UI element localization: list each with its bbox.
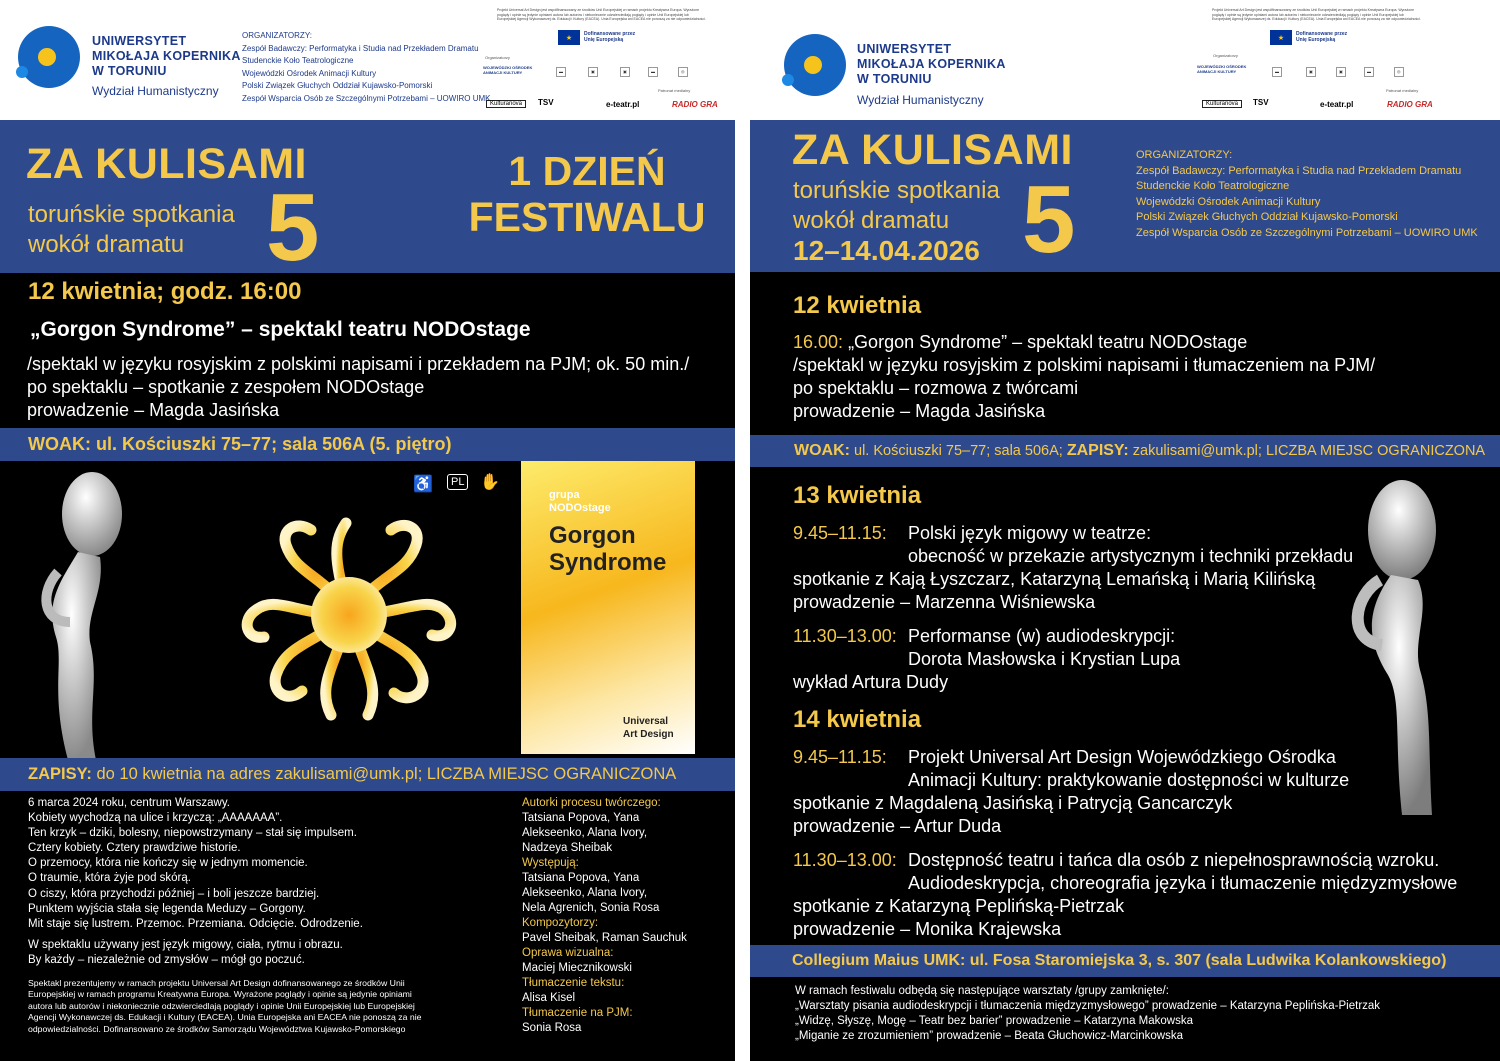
university-name: UNIWERSYTET MIKOŁAJA KOPERNIKA W TORUNIU [857,42,1006,86]
day3-heading: 14 kwietnia [793,706,922,733]
gorgon-syndrome-poster-card [521,461,695,754]
poster-gap [735,0,750,1061]
funding-disclaimer: Spektakl prezentujemy w ramach projektu Universal Art Design dofinansowanego ze środków Unii Europejskiej w ramach programu Kreatywna Europa. Wyrażone poglądy i opinie są jedynie opiniami autora lub autorów i niekoniecznie odzwierciedlają poglądy i opinie Unii Europejskiej lub Europejskiej Agencji Wykonawczej ds. Edukacji i Kultury (EACEA). Unia Europejska ani EACEA nie ponoszą za nie odpowiedzialności. Dofinansowano ze środków Samorządu Województwa Kujawsko-Pomorskiego [28,978,422,1034]
partners-label: Organizatorzy [1213,53,1238,58]
credits: Autorki procesu twórczego: Tatsiana Popova, Yana Alekseenko, Alana Ivory, Nadzeya Sheibak Występują: Tatsiana Popova, Yana Alekseenko, Alana Ivory, Nela Agrenich, Sonia Rosa Kompozytorzy: Pavel Sheibak, Raman Sauchuk Oprawa wizualna: Maciej Miecznikowski Tłumaczenie tekstu: Alisa Kisel Tłumaczenie na PJM: Sonia Rosa [522,797,687,1034]
sponsor-kulturanova: Kulturanova [1202,100,1242,108]
partner-logo-3: ▣ [1336,67,1346,77]
day2-session2-title: Performanse (w) audiodeskrypcji: Dorota Masłowska i Krystian Lupa [908,626,1181,669]
festival-day-label: 1 DZIEŃ FESTIWALU [468,148,706,240]
logo-blue-dot [16,66,28,78]
sponsor-tsv: TSV [538,98,554,107]
sponsor-tsv: TSV [1253,98,1269,107]
sponsor-eteatr: e-teatr.pl [1320,100,1354,109]
day3-session2-title: Dostępność teatru i tańca dla osób z niepełnosprawnością wzroku. Audiodeskrypcja, choreografia języka i tłumaczenie międzyzmysłowe [908,850,1458,893]
workshops-list: W ramach festiwalu odbędą się następujące warsztaty /grupy zamknięte/: „Warsztaty pisania audiodeskrypcji i tłumaczenia międzyzmysłowego” prowadzenie – Katarzyna Peplińska-Pietrzak „Widzę, Słyszę, Mogę – Teatr bez barier” prowadzenie – Katarzyna Makowska „Miganie ze zrozumieniem” prowadzenie – Beata Głuchowicz-Marcinkowska [795,985,1381,1042]
partner-logo-4: ▬ [648,67,658,77]
header-left [0,0,735,120]
partner-logo-1: ▬ [556,67,566,77]
day3-session1-speakers: spotkanie z Magdaleną Jasińską i Patrycją Gancarczyk [793,793,1233,813]
day3-session2-time: 11.30–13.00: [793,850,897,870]
eu-flag-icon: ★ [558,30,580,45]
header-right [750,0,1500,120]
show-description: 6 marca 2024 roku, centrum Warszawy. Kobiety wychodzą na ulice i krzyczą: „AAAAAAA”. Ten krzyk – dziki, bolesny, niepowstrzymany – stał się impulsem. Cztery kobiety. Cztery prawdziwe historie. O przemocy, która nie kończy się w jednym momencie. O traumie, która żyje pod skórą. O ciszy, która przychodzi później – i boli jeszcze bardziej. Punktem wyjścia stała się legenda Meduzy – Gorgony. Mit staje się lustrem. Przemoc. Przemiana. Odcięcie. Odrodzenie. [28,797,363,930]
festival-title: ZA KULISAMI [792,126,1073,174]
white-figure-sculpture [1336,470,1466,815]
sign-language-icon: ✋ [480,474,500,491]
sponsor-radio-gra: RADIO GRA [1387,100,1433,109]
venue-text: WOAK: ul. Kościuszki 75–77; sala 506A (5. piętro) [28,434,452,454]
partner-logo-5: ◎ [678,67,688,77]
card-uad-label: Universal Art Design [623,716,674,740]
signup-text: ZAPISY: do 10 kwietnia na adres zakulisami@umk.pl; LICZBA MIEJSC OGRANICZONA [28,765,677,783]
university-name: UNIWERSYTET MIKOŁAJA KOPERNIKA W TORUNIU [92,34,241,78]
subtitles-icon: PL [447,474,468,490]
day2-session1-host: prowadzenie – Marzenna Wiśniewska [793,592,1096,612]
partner-logo-2: ▣ [588,67,598,77]
day3-session1-title: Projekt Universal Art Design Wojewódzkiego Ośrodka Animacji Kultury: praktykowanie dostępności w kulturze [908,747,1350,790]
eu-funding: Dofinansowane przez Unię Europejską [1296,31,1348,43]
logo-yellow-dot [38,48,56,66]
day2-session1-time: 9.45–11.15: [793,523,887,543]
day2-session2-speaker: wykład Artura Dudy [793,672,949,692]
partner-logo-5: ◎ [1394,67,1404,77]
festival-subtitle: toruńskie spotkania wokół dramatu [28,201,235,258]
eu-funding: Dofinansowane przez Unię Europejską [584,31,636,43]
header-fine-print: Projekt Universal Art Design jest współfinansowany ze środków Unii Europejskiej w ramach projektu Kreatywna Europa. Wyrażone poglądy i opinie są jedynie opiniami autora lub autorów i niekoniecznie odzwierciedlają poglądy i opinie Unii Europejskiej lub Europejskiej Agencji Wykonawczej ds. Edukacji i Kultury (EACEA). Unia Europejska ani EACEA nie ponoszą za nie odpowiedzialności. [497,8,706,21]
logo-yellow-dot [804,56,822,74]
show-details: /spektakl w języku rosyjskim z polskimi napisami i przekładem na PJM; ok. 50 min./ po spektaklu – spotkanie z zespołem NODOstage prowadzenie – Magda Jasińska [27,354,690,420]
day3-session2-speakers: spotkanie z Katarzyną Peplińską-Pietrzak [793,896,1125,916]
sponsor-radio-gra: RADIO GRA [672,100,718,109]
partner-logo-4: ▬ [1364,67,1374,77]
audio-description-icon: ♿ [413,476,433,493]
day1-show: 16.00: „Gorgon Syndrome” – spektakl teatru NODOstage [793,332,1248,352]
day2-heading: 13 kwietnia [793,482,922,509]
festival-subtitle: toruńskie spotkania wokół dramatu [793,177,1000,234]
poster-right [750,0,1500,1061]
card-group: grupa NODOstage [549,489,611,514]
partner-logo-3: ▣ [620,67,630,77]
edition-number: 5 [1022,166,1076,273]
logo-blue-dot [782,74,794,86]
day2-session1-title: Polski język migowy w teatrze: obecność w przekazie artystycznym i techniki przekładu [908,523,1354,566]
festival-title: ZA KULISAMI [26,140,307,188]
edition-number: 5 [266,174,320,281]
festival-dates: 12–14.04.2026 [793,235,980,266]
day3-session1-time: 9.45–11.15: [793,747,887,767]
event-date-time: 12 kwietnia; godz. 16:00 [28,278,302,305]
venue-signup-text: WOAK: ul. Kościuszki 75–77; sala 506A; ZAPISY: zakulisami@umk.pl; LICZBA MIEJSC OGRANICZONA [794,442,1486,459]
signup-bar [0,758,735,791]
day1-heading: 12 kwietnia [793,292,922,319]
collegium-bar [750,945,1500,977]
woak-logo: WOJEWÓDZKI OŚRODEK ANIMACJI KULTURY [483,65,533,75]
partner-logo-1: ▬ [1272,67,1282,77]
day3-session2-host: prowadzenie – Monika Krajewska [793,919,1062,939]
card-title: Gorgon Syndrome [549,522,667,576]
partners-label: Organizatorzy [485,55,510,60]
collegium-text: Collegium Maius UMK: ul. Fosa Staromiejska 3, s. 307 (sala Ludwika Kolankowskiego) [792,952,1447,969]
patrons-label: Patronat medialny [658,88,691,93]
department-name: Wydział Humanistyczny [857,93,984,107]
day1-details: /spektakl w języku rosyjskim z polskimi napisami i tłumaczeniem na PJM/ po spektaklu – rozmowa z twórcami prowadzenie – Magda Jasińska [793,355,1376,421]
organizers-list: ORGANIZATORZY: Zespół Badawczy: Performatyka i Studia nad Przekładem Dramatu Studenckie Koło Teatrologiczne Wojewódzki Ośrodek Animacji Kultury Polski Związek Głuchych Oddział Kujawsko-Pomorski Zespół Wsparcia Osób ze Szczególnymi Potrzebami – UOWIRO UMK [1136,149,1478,239]
department-name: Wydział Humanistyczny [92,84,219,98]
day2-session2-time: 11.30–13.00: [793,626,897,646]
patrons-label: Patronat medialny [1386,88,1419,93]
day2-session1-speakers: spotkanie z Kają Łyszczarz, Katarzyną Lemańską i Marią Kilińską [793,569,1316,589]
sponsor-kulturanova: Kulturanova [486,100,526,108]
sponsor-eteatr: e-teatr.pl [606,100,640,109]
eu-flag-icon: ★ [1270,30,1292,45]
venue-bar [0,428,735,461]
header-fine-print: Projekt Universal Art Design jest współfinansowany ze środków Unii Europejskiej w ramach projektu Kreatywna Europa. Wyrażone poglądy i opinie są jedynie opiniami autora lub autorów i niekoniecznie odzwierciedlają poglądy i opinie Unii Europejskiej lub Europejskiej Agencji Wykonawczej ds. Edukacji i Kultury (EACEA). Unia Europejska ani EACEA nie ponoszą za nie odpowiedzialności. [1212,8,1421,21]
show-title: „Gorgon Syndrome” – spektakl teatru NODOstage [30,318,531,341]
gorgon-illustration [236,515,462,727]
woak-logo: WOJEWÓDZKI OŚRODEK ANIMACJI KULTURY [1197,64,1247,74]
organizers-list: ORGANIZATORZY: Zespół Badawczy: Performatyka i Studia nad Przekładem Dramatu Studenckie Koło Teatrologiczne Wojewódzki Ośrodek Animacji Kultury Polski Związek Głuchych Oddział Kujawsko-Pomorski Zespół Wsparcia Osób ze Szczególnymi Potrzebami – UOWIRO UMK [242,31,491,103]
white-figure-sculpture [30,462,150,760]
show-languages: W spektaklu używany jest język migowy, ciała, rytmu i obrazu. By każdy – niezależnie od zmysłów – mógł go poczuć. [28,939,343,966]
day3-session1-host: prowadzenie – Artur Duda [793,816,1002,836]
partner-logo-2: ▣ [1306,67,1316,77]
venue-signup-bar [750,435,1500,467]
poster-left [0,0,735,1061]
